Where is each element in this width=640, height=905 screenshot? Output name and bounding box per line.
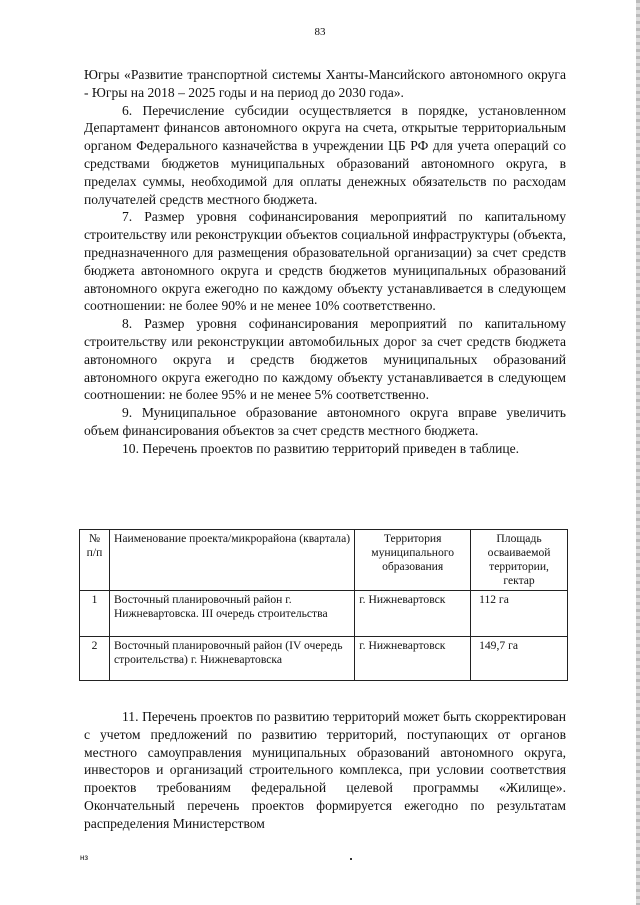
row-project-name: Восточный планировочный район г. Нижневартовска. III очередь строительства (109, 591, 354, 637)
header-area: Площадь осваиваемой территории, гектар (471, 530, 568, 591)
paragraph: 6. Перечисление субсидии осуществляется в порядке, установленном Департамент финансов автономного округа на счета, открытые территориальным органом Федерального казначейства в учреждении ЦБ РФ для учета операций со средствами бюджетов муниципальных образований автономного округа, в пределах суммы, необходимой для оплаты денежных обязательств по расходам получателей средств местного бюджета. (84, 102, 566, 207)
paragraph: 7. Размер уровня софинансирования мероприятий по капитальному строительству или реконструкции объектов социальной инфраструктуры (объекта, предназначенного для размещения образовательной организации) за счет средств бюджета автономного округа и средств бюджетов муниципальных образований автономного округа ежегодно по каждому объекту устанавливается в следующем соотношении: не более 90% и не менее 10% соответственно. (84, 209, 566, 314)
row-number: 2 (80, 637, 110, 681)
paragraph: Югры «Развитие транспортной системы Ханты-Мансийского автономного округа - Югры на 2018 – 2025 годы и на период до 2030 года». (84, 67, 566, 100)
paragraph: 8. Размер уровня софинансирования мероприятий по капитальному строительству или реконструкции автомобильных дорог за счет средств бюджета автономного округа и средств бюджетов муниципальных образований автономного округа ежегодно по каждому объекту устанавливается в следующем соотношении: не более 95% и не менее 5% соответственно. (84, 316, 566, 403)
header-project-name: Наименование проекта/микрорайона (квартала) (109, 530, 354, 591)
paragraph: 10. Перечень проектов по развитию территорий приведен в таблице. (122, 440, 520, 456)
row-number: 1 (80, 591, 110, 637)
row-territory: г. Нижневартовск (355, 637, 471, 681)
page-number: 83 (314, 26, 326, 38)
paragraph: 11. Перечень проектов по развитию территорий может быть скорректирован с учетом предложений по развитию территорий, поступающих от органов местного самоуправления муниципальных образований автономного округа, инвесторов и организаций строительного комплекса, при условии соответствия проектов требованиям федеральной целевой программы «Жилище». Окончательный перечень проектов формируется ежегодно по результатам распределения Министерством (84, 709, 566, 831)
table-header-row (80, 530, 568, 591)
projects-table (79, 529, 568, 681)
row-territory: г. Нижневартовск (355, 591, 471, 637)
header-number: № п/п (80, 530, 110, 591)
footer-mark: нз (80, 853, 89, 862)
body-text-top (84, 66, 566, 458)
row-area: 149,7 га (471, 637, 568, 681)
header-territory: Территория муниципального образования (355, 530, 471, 591)
page-edge (636, 0, 640, 905)
body-text-bottom (84, 708, 566, 833)
row-project-name: Восточный планировочный район (IV очередь строительства) г. Нижневартовска (109, 637, 354, 681)
row-area: 112 га (471, 591, 568, 637)
table-row (80, 591, 568, 637)
table-row (80, 637, 568, 681)
paragraph: 9. Муниципальное образование автономного округа вправе увеличить объем финансирования объектов за счет средств местного бюджета. (84, 405, 566, 438)
scan-dot (350, 858, 352, 860)
